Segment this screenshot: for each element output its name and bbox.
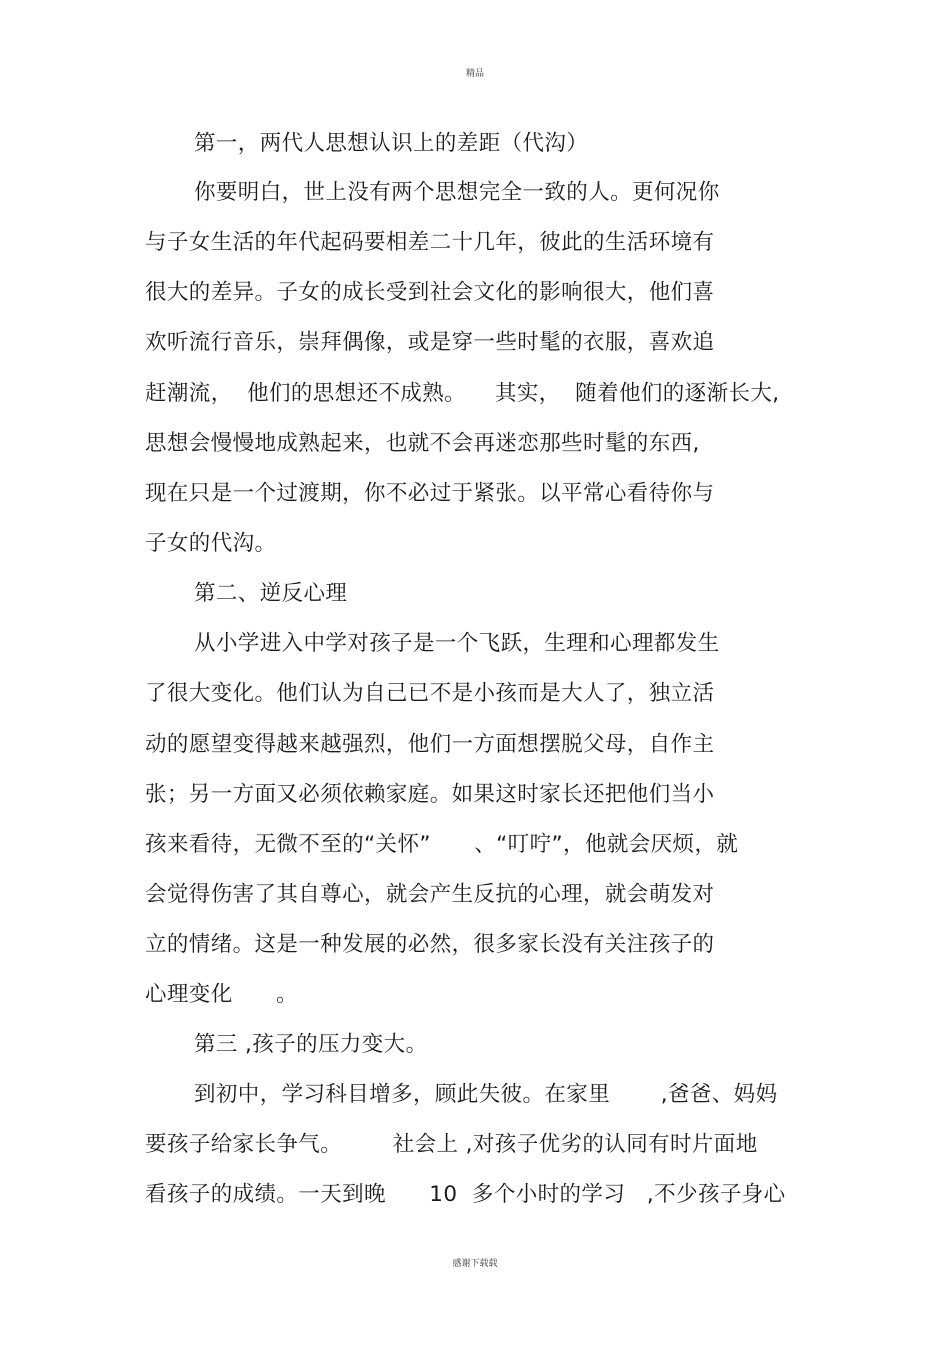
paragraph-line: 现在只是一个过渡期，你不必过于紧张。以平常心看待你与 xyxy=(145,481,715,506)
section-heading-1: 第一，两代人思想认识上的差距（代沟） xyxy=(194,131,589,156)
paragraph-line: 会觉得伤害了其自尊心，就会产生反抗的心理，就会萌发对 xyxy=(145,882,715,907)
section-heading-3: 第三 ,孩子的压力变大。 xyxy=(194,1032,428,1057)
page-footer: 感谢下载载 xyxy=(452,1259,498,1269)
paragraph-line: 与子女生活的年代起码要相差二十几年，彼此的生活环境有 xyxy=(145,230,715,255)
paragraph-line: 从小学进入中学对孩子是一个飞跃，生理和心理都发生 xyxy=(194,631,720,656)
paragraph-line: 立的情绪。这是一种发展的必然，很多家长没有关注孩子的 xyxy=(145,932,715,957)
paragraph-line: 子女的代沟。 xyxy=(145,531,277,556)
paragraph-line: 了很大变化。他们认为自己已不是小孩而是大人了，独立活 xyxy=(145,681,715,706)
paragraph-line: 张；另一方面又必须依赖家庭。如果这时家长还把他们当小 xyxy=(145,782,715,807)
paragraph-line: 动的愿望变得越来越强烈，他们一方面想摆脱父母，自作主 xyxy=(145,732,715,757)
paragraph-line: 到初中，学习科目增多，顾此失彼。在家里 ,爸爸、妈妈 xyxy=(194,1082,778,1107)
section-heading-2: 第二、逆反心理 xyxy=(194,581,348,606)
paragraph-line: 赶潮流， 他们的思想还不成熟。 其实， 随着他们的逐渐长大, xyxy=(145,381,780,406)
paragraph-line: 思想会慢慢地成熟起来，也就不会再迷恋那些时髦的东西, xyxy=(145,431,700,456)
page-header: 精品 xyxy=(465,69,484,79)
paragraph-line: 心理变化 。 xyxy=(145,982,298,1007)
paragraph-line: 要孩子给家长争气。 社会上 ,对孩子优劣的认同有时片面地 xyxy=(145,1132,758,1157)
paragraph-line: 欢听流行音乐，崇拜偶像，或是穿一些时髦的衣服，喜欢追 xyxy=(145,330,715,355)
paragraph-line: 你要明白，世上没有两个思想完全一致的人。更何况你 xyxy=(194,180,720,205)
paragraph-line: 孩来看待，无微不至的“关怀” 、“叮咛”，他就会厌烦，就 xyxy=(145,832,739,857)
paragraph-line: 很大的差异。子女的成长受到社会文化的影响很大，他们喜 xyxy=(145,280,715,305)
paragraph-line: 看孩子的成绩。一天到晚 10 多个小时的学习 ,不少孩子身心 xyxy=(145,1182,786,1207)
